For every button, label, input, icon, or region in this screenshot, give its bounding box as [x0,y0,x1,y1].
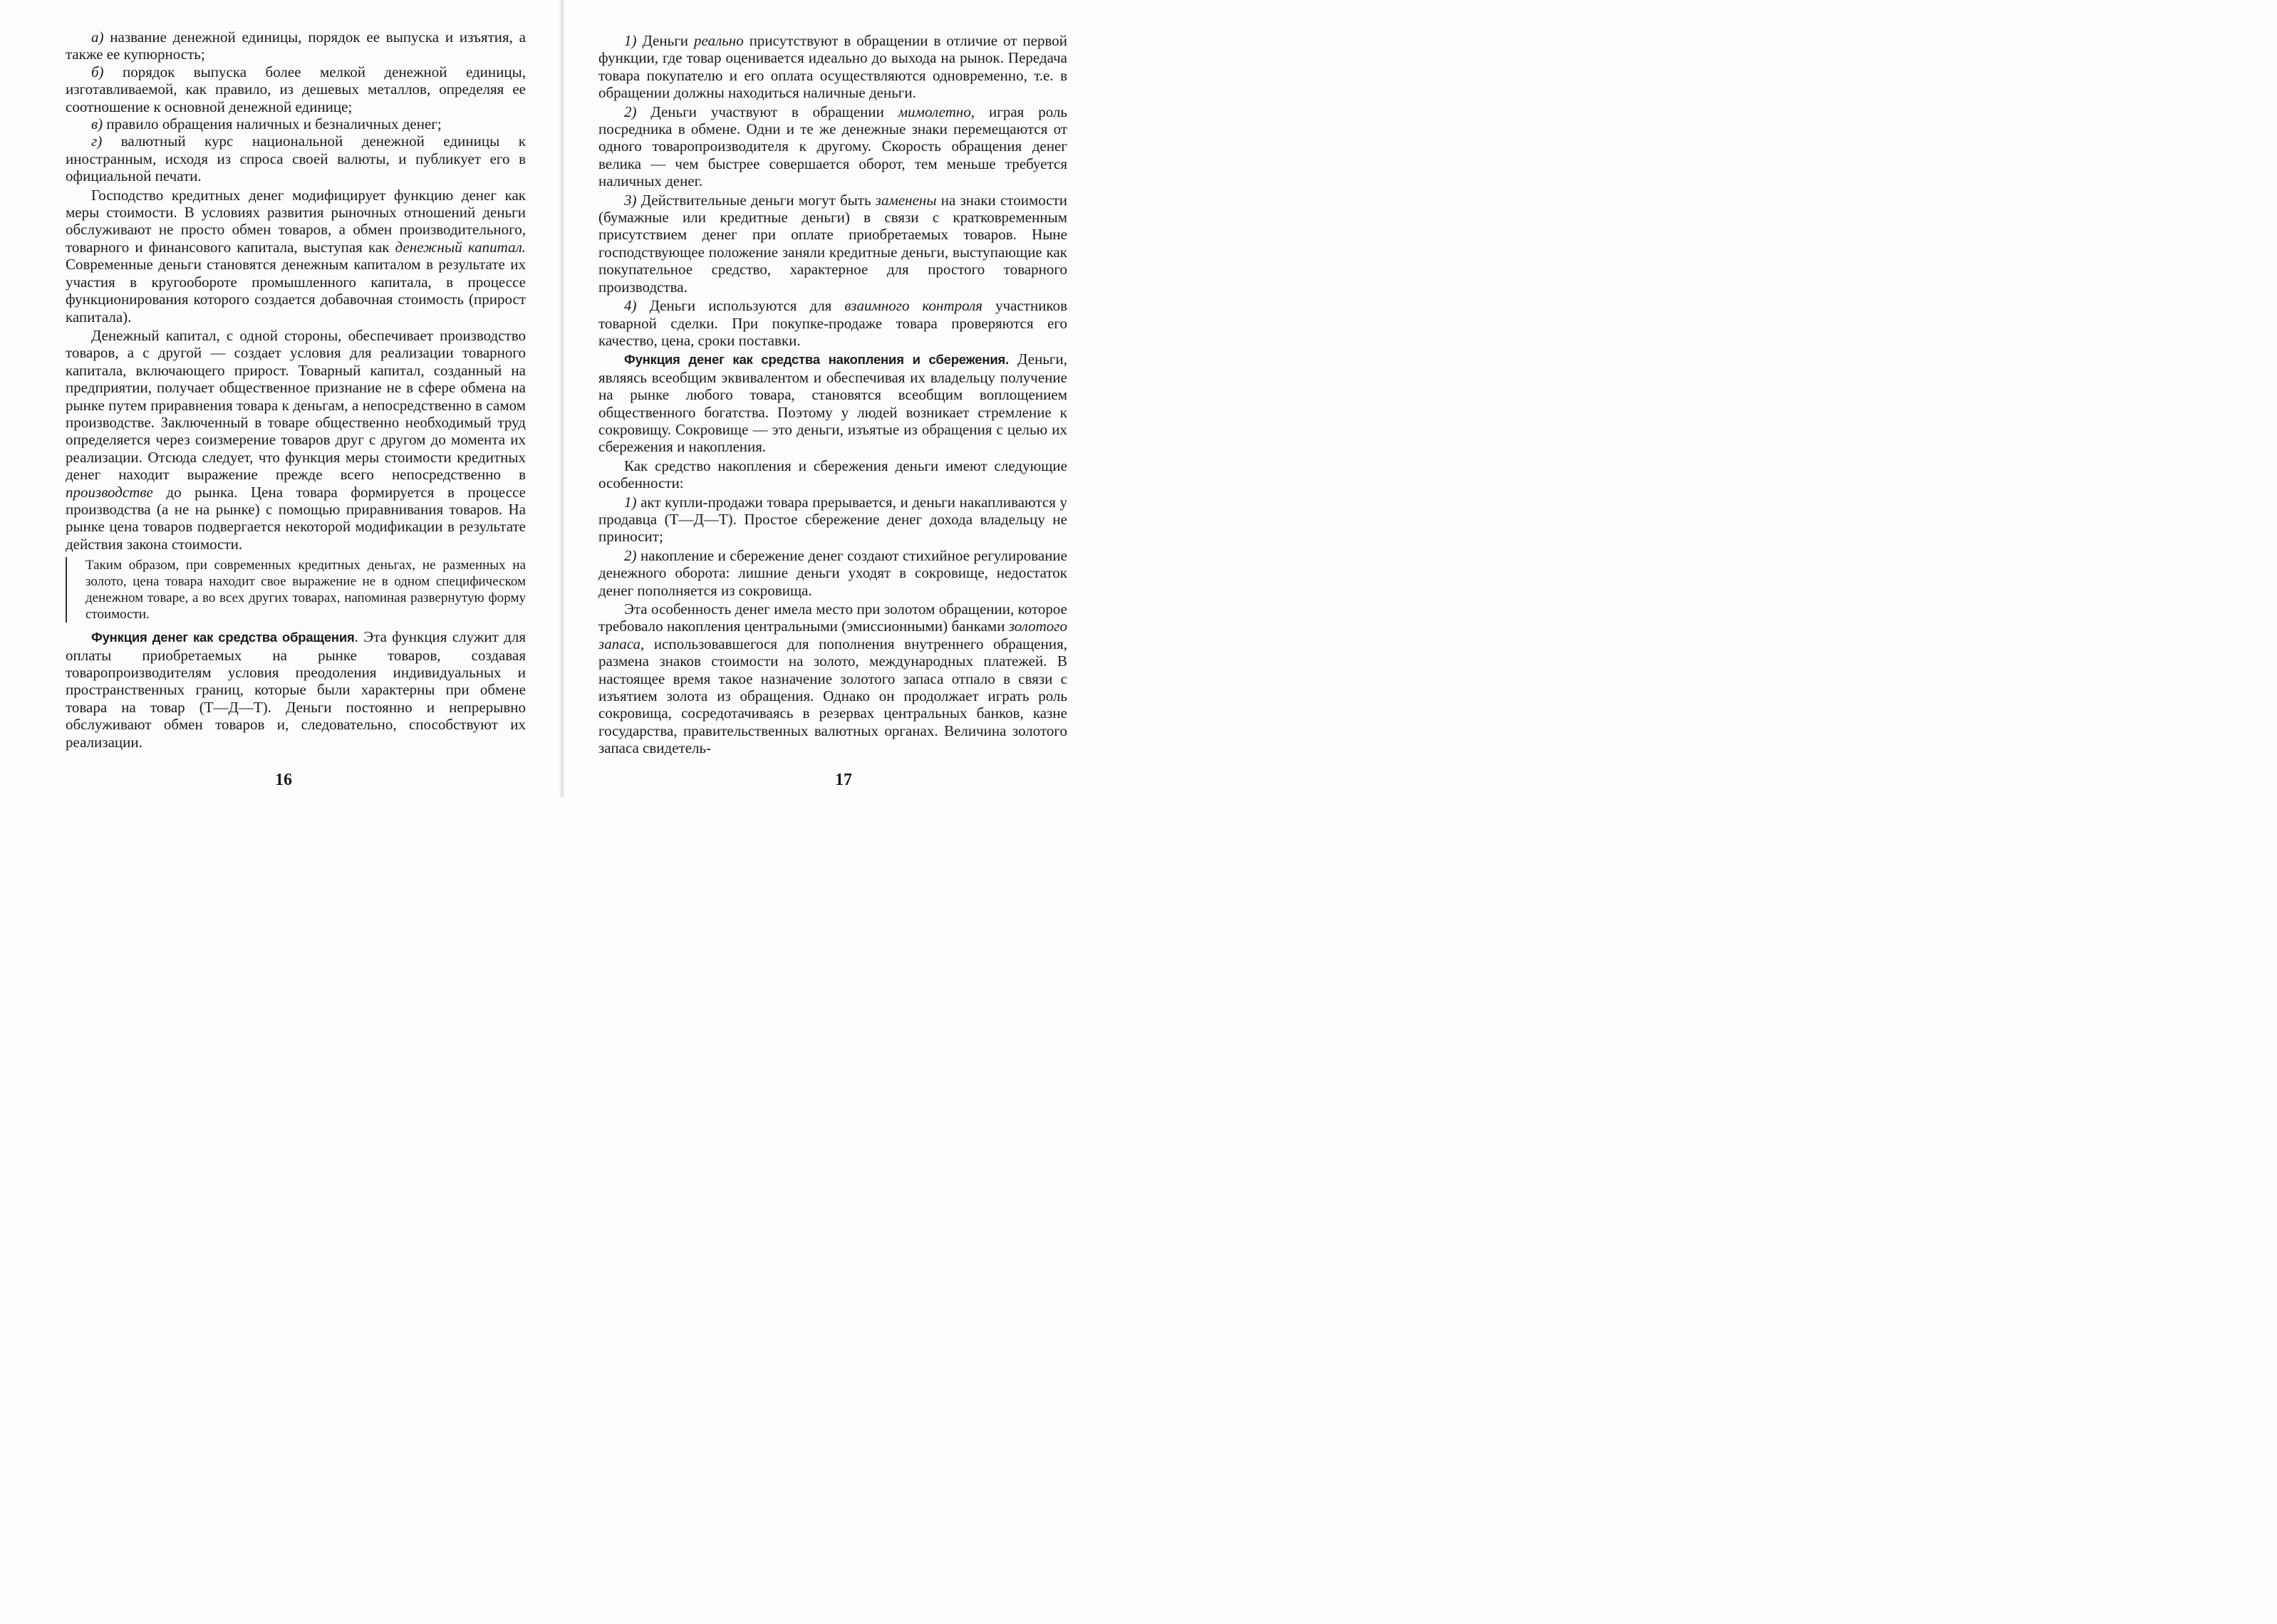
section-heading-accumulation: Функция денег как средства накопления и сбережения. [624,352,1010,368]
list-item-a: а) название денежной единицы, порядок ее выпуска и изъятия, а также ее купюрность; [66,28,526,63]
paragraph-circulation-function: Функция денег как средства обращения. Эта функция служит для оплаты приобретаемых на рынке товаров, создавая товаропроизводителям условия преодоления индивидуальных и пространственных границ, которые были характерны при обмене товара на товар (Т—Д—Т). Деньги постоянно и непрерывно обслуживают обмен товаров и, следовательно, способствуют их реализации. [66,628,526,751]
section-heading-circulation: Функция денег как средства обращения [91,630,355,645]
paragraph-credit-money: Господство кредитных денег модифицирует функцию денег как меры стоимости. В условиях развития рыночных отношений деньги обслуживают не просто обмен товаров, а обмен производительного, товарного и финансового капитала, выступая как денежный капитал. Современные деньги становятся денежным капиталом в результате их участия в кругообороте промышленного капитала, в процессе функционирования которого создается добавочная стоимость (прирост капитала). [66,186,526,326]
left-page [0,0,563,797]
paragraph-gold-reserve: Эта особенность денег имела место при золотом обращении, которое требовало накопления центральными (эмиссионными) банками золотого запаса, использовавшегося для пополнения внутреннего обращения, размена знаков стоимости на золото, международных платежей. В настоящее время такое назначение золотого запаса отпало в связи с изъятием золота из обращения. Однако он продолжает играть роль сокровища, сосредотачиваясь в резервах центральных банков, казне государства, правительственных валютных органах. Величина золотого запаса свидетель- [598,600,1067,757]
feature-item-3: 3) Действительные деньги могут быть заменены на знаки стоимости (бумажные или кредитные деньги) в связи с кратковременным присутствием денег при оплате приобретаемых товаров. Ныне господствующее положение заняли кредитные деньги, выступающие как покупательное средство, характерное для простого товарного производства. [598,191,1067,296]
list-item-b: б) порядок выпуска более мелкой денежной единицы, изготавливаемой, как правило, из дешевых металлов, определяя ее соотношение к основной денежной единице; [66,63,526,115]
paragraph-money-capital: Денежный капитал, с одной стороны, обеспечивает производство товаров, а с другой — создает условия для реализации товарного капитала, включающего прирост. Товарный капитал, созданный на предприятии, получает общественное признание не в сфере обмена на рынке путем приравнения товара к деньгам, а непосредственно в самом производстве. Заключенный в товаре общественно необходимый труд определяется через соизмерение товаров друг с другом до момента их реализации. Отсюда следует, что функция меры стоимости кредитных денег находит выражение прежде всего непосредственно в производстве до рынка. Цена товара формируется в процессе производства (а не на рынке) с помощью приравнивания товаров. На рынке цена товаров подвергается некоторой модификации в результате действия закона стоимости. [66,326,526,553]
feature-item-2: 2) Деньги участвуют в обращении мимолетно, играя роль посредника в обмене. Одни и те же денежные знаки перемещаются от одного товаропроизводителя к другому. Скорость обращения денег велика — чем быстрее совершается оборот, тем меньше требуется наличных денег. [598,103,1067,190]
feature-item-4: 4) Деньги используются для взаимного контроля участников товарной сделки. При покупке-продаже товара проверяются его качество, цена, сроки поставки. [598,297,1067,349]
accumulation-item-1: 1) акт купли-продажи товара прерывается, и деньги накапливаются у продавца (Т—Д—Т). Простое сбережение денег дохода владельцу не приносит; [598,493,1067,546]
page-number-right: 17 [835,771,852,789]
page-number-left: 16 [275,771,292,789]
list-item-c: в) правило обращения наличных и безналичных денег; [91,115,442,133]
summary-quote-text: Таким образом, при современных кредитных деньгах, не разменных на золото, цена товара находит свое выражение не в одном специфическом денежном товаре, а во всех других товарах, напоминая развернутую форму стоимости. [85,558,526,623]
accumulation-item-2: 2) накопление и сбережение денег создают стихийное регулирование денежного оборота: лишние деньги уходят в сокровище, недостаток денег пополняется из сокровища. [598,546,1067,599]
right-page-text [598,32,1067,757]
paragraph-features-intro: Как средство накопления и сбережения деньги имеют следующие особенности: [598,457,1067,492]
left-page-text [66,28,526,751]
feature-item-1: 1) Деньги реально присутствуют в обращении в отличие от первой функции, где товар оценивается идеально до выхода на рынок. Передача товара покупателю и его оплата осуществляются одновременно, т.е. в обращении должны находиться наличные деньги. [598,32,1068,102]
summary-quote [66,557,526,623]
right-page [563,0,1117,797]
list-item-d: г) валютный курс национальной денежной единицы к иностранным, исходя из спроса своей валюты, и публикует его в официальной печати. [66,132,526,185]
paragraph-accumulation-function: Функция денег как средства накопления и сбережения. Деньги, являясь всеобщим эквивалентом и обеспечивая их владельцу получение на рынке любого товара, становятся всеобщим воплощением общественного богатства. Поэтому у людей возникает стремление к сокровищу. Сокровище — это деньги, изъятые из обращения с целью их сбережения и накопления. [598,350,1067,456]
